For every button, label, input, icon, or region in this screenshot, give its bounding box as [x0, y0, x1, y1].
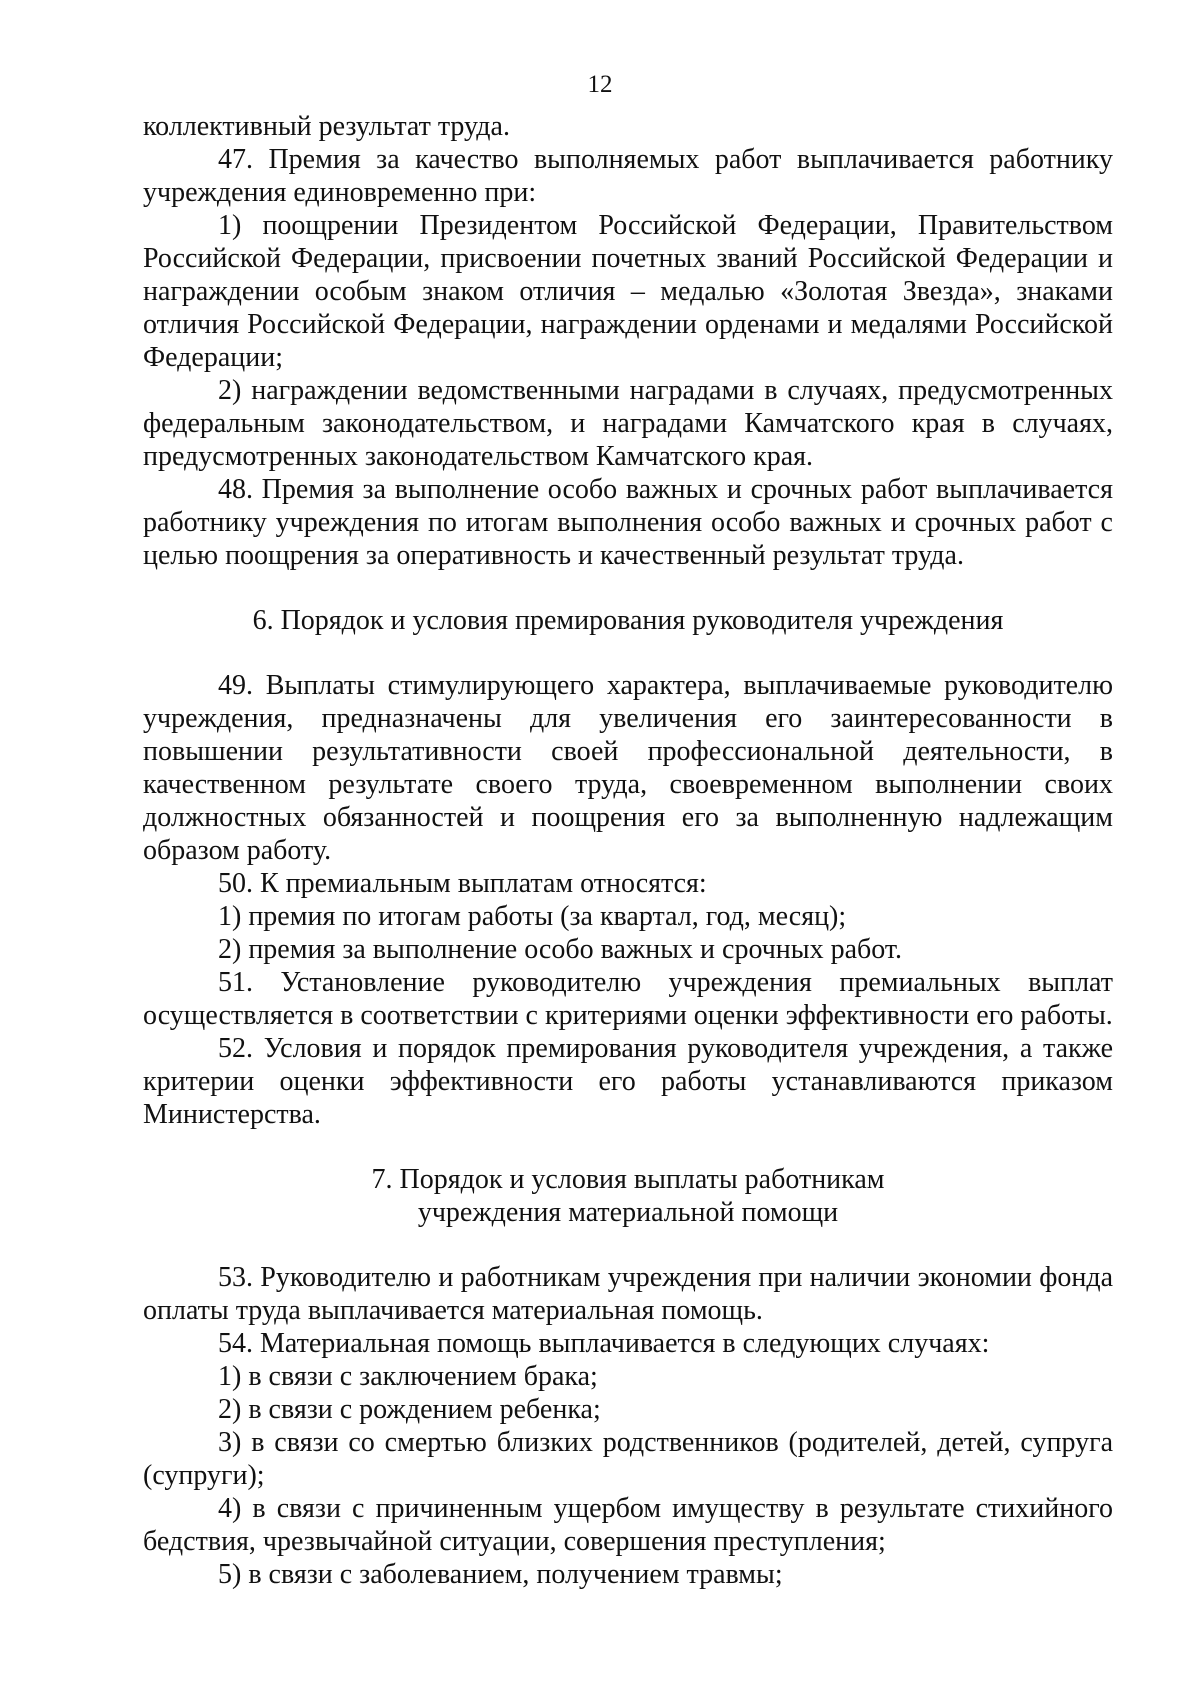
paragraph: 54. Материальная помощь выплачивается в следующих случаях: [218, 1328, 990, 1359]
section-heading [143, 604, 1113, 637]
paragraph: 49. Выплаты стимулирующего характера, выплачиваемые руководителю учреждения, предназначены для увеличения его заинтересованности в повышении результативности своей профессиональной деятельности, в качественном результате своего труда, своевременном выполнении своих должностных обязанностей и поощрения его за выполненную надлежащим образом работу. [143, 670, 1113, 866]
paragraph: 48. Премия за выполнение особо важных и срочных работ выплачивается работнику учреждения по итогам выполнения особо важных и срочных работ с целью поощрения за оперативность и качественный результат труда. [143, 474, 1113, 571]
list-item: 2) в связи с рождением ребенка; [218, 1394, 601, 1425]
list-item: 5) в связи с заболеванием, получением травмы; [218, 1559, 783, 1590]
list-item: 4) в связи с причиненным ущербом имуществу в результате стихийного бедствия, чрезвычайной ситуации, совершения преступления; [143, 1493, 1113, 1557]
section-heading-line: 6. Порядок и условия премирования руководителя учреждения [252, 605, 1004, 636]
section-heading-line: 7. Порядок и условия выплаты работникам [371, 1164, 885, 1195]
section-heading-line: учреждения материальной помощи [417, 1197, 839, 1228]
list-item: 1) в связи с заключением брака; [218, 1361, 598, 1392]
paragraph: 47. Премия за качество выполняемых работ выплачивается работнику учреждения единовременно при: [143, 144, 1113, 208]
list-item: 3) в связи со смертью близких родственников (родителей, детей, супруга (супруги); [143, 1427, 1113, 1491]
list-item: 2) премия за выполнение особо важных и срочных работ. [218, 934, 903, 965]
paragraph: 50. К премиальным выплатам относятся: [218, 868, 707, 899]
paragraph: 51. Установление руководителю учреждения премиальных выплат осуществляется в соответствии с критериями оценки эффективности его работы. [143, 967, 1113, 1031]
list-item: 1) премия по итогам работы (за квартал, год, месяц); [218, 901, 847, 932]
paragraph: 2) награждении ведомственными наградами в случаях, предусмотренных федеральным законодательством, и наградами Камчатского края в случаях, предусмотренных законодательством Камчатского края. [143, 375, 1113, 472]
document-body [143, 110, 1113, 1591]
paragraph: 1) поощрении Президентом Российской Федерации, Правительством Российской Федерации, присвоении почетных званий Российской Федерации и награждении особым знаком отличия – медалью «Золотая Звезда», знаками отличия Российской Федерации, награждении орденами и медалями Российской Федерации; [143, 210, 1113, 373]
paragraph: 53. Руководителю и работникам учреждения при наличии экономии фонда оплаты труда выплачивается материальная помощь. [143, 1262, 1113, 1326]
page-number: 12 [587, 71, 613, 98]
paragraph: коллективный результат труда. [143, 111, 510, 142]
paragraph: 52. Условия и порядок премирования руководителя учреждения, а также критерии оценки эффективности его работы устанавливаются приказом Министерства. [143, 1033, 1113, 1130]
section-heading [143, 1163, 1113, 1229]
